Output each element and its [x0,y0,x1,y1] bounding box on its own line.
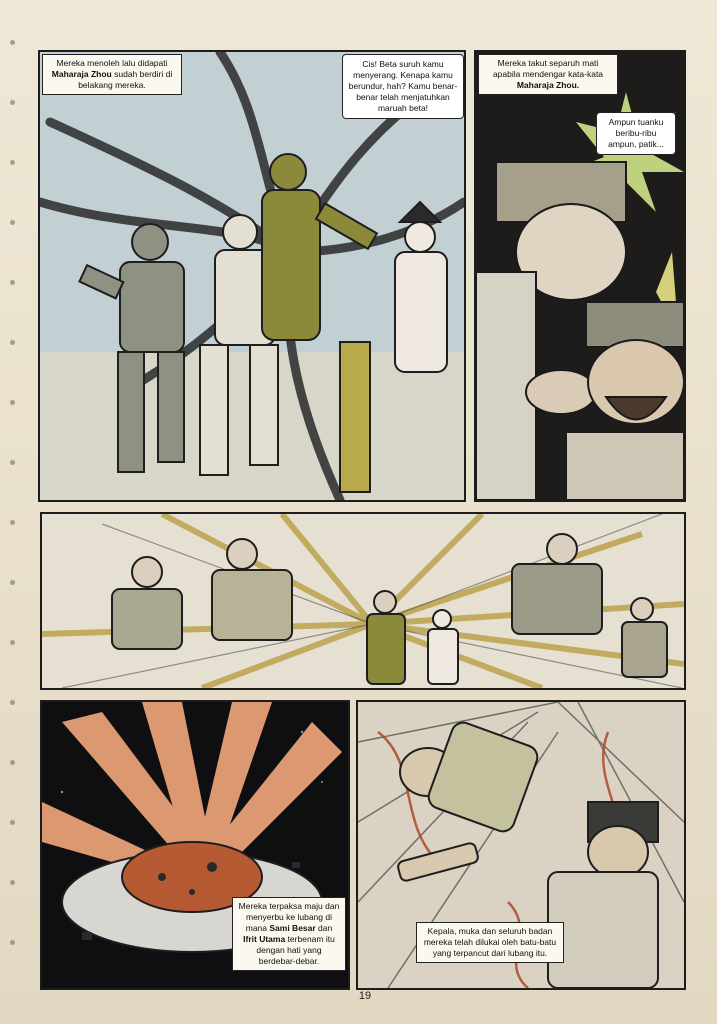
caption-name-monk: Sami Besar [269,923,316,933]
binding-hole [10,520,15,525]
caption-name-emperor: Maharaja Zhou [51,69,112,79]
binding-hole [10,820,15,825]
panel-explosion [40,700,350,990]
caption-name-ifrit: Ifrit Utama [243,934,286,944]
balloon-text: Cis! Beta suruh kamu menyerang. Kenapa kamu berundur, hah? Kamu benar-benar telah menjatuhkan maruah beta! [348,59,458,113]
binding-hole [10,40,15,45]
speech-balloon-soldier [596,112,676,155]
binding-hole [10,580,15,585]
binding-hole [10,700,15,705]
caption-text: terbenam itu dengan hati yang berdebar-debar. [256,934,335,966]
panel-1-artwork [40,52,464,500]
caption-emperor-behind [42,54,182,95]
caption-text: dan [315,923,333,933]
binding-hole [10,400,15,405]
caption-text: Mereka menoleh lalu didapati [56,58,168,68]
panel-emperor-appears [38,50,466,502]
binding-hole [10,460,15,465]
binding-hole [10,280,15,285]
binding-hole [10,940,15,945]
caption-text: sudah berdiri di belakang mereka. [78,69,173,90]
binding-hole [10,220,15,225]
page-number: 19 [358,990,372,1002]
balloon-text: Ampun tuanku beribu-ribu ampun, patik... [608,117,664,149]
binding-hole [10,640,15,645]
panel-soldiers-wounded [356,700,686,990]
panel-soldiers-fear [474,50,686,502]
panel-soldiers-charge [40,512,686,690]
binding-hole [10,100,15,105]
binding-hole [10,760,15,765]
binding-hole [10,340,15,345]
speech-balloon-emperor [342,54,464,119]
binding-hole [10,880,15,885]
caption-afraid [478,54,618,95]
caption-text: Kepala, muka dan seluruh badan mereka telah dilukai oleh batu-batu yang terpancut dari lubang itu. [423,926,557,958]
caption-wounded [416,922,564,963]
caption-name-emperor: Maharaja Zhou. [516,80,580,90]
caption-charge-hole [232,897,346,971]
binding-hole [10,160,15,165]
caption-text: Mereka terpaksa maju dan menyerbu ke lubang di mana [238,901,340,933]
panel-3-artwork [42,514,684,688]
caption-text: Mereka takut separuh mati apabila mendengar kata-kata [492,58,604,79]
